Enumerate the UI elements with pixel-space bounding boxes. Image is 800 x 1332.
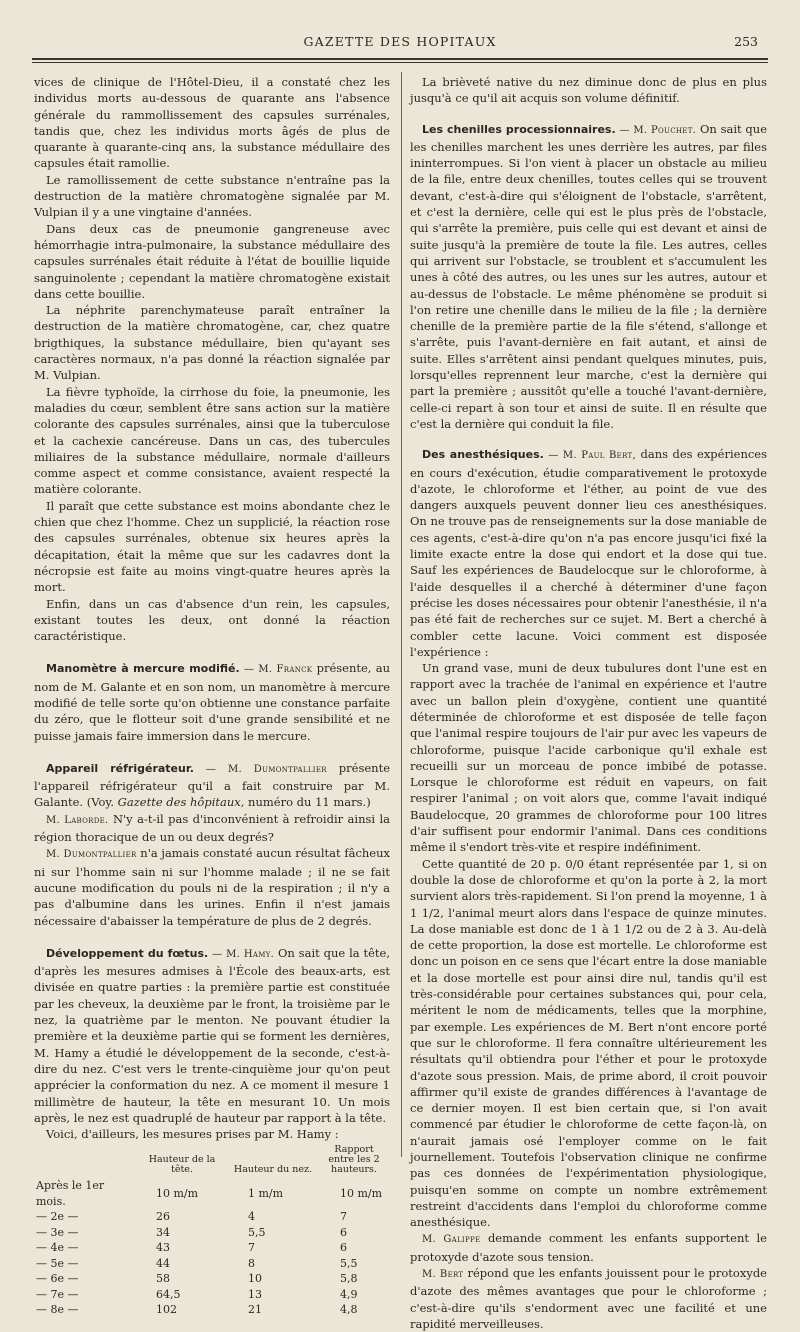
paragraph: Voici, d'ailleurs, les mesures prises par M. Hamy :: [46, 1127, 339, 1142]
cell-tete: 43: [156, 1241, 170, 1255]
header-rule-thin: [32, 62, 768, 63]
right-column: [410, 74, 767, 1332]
paragraph: Dans deux cas de pneumonie gangreneuse avec hémorrhagie intra-pulmonaire, la substance médullaire des capsules surrénales était réduite à l'état de bouillie liquide sanguinolente ; cependant la matière chromatogène existait dans cette bouillie.: [34, 221, 390, 301]
speaker-name: M. Bert: [422, 1269, 464, 1281]
journal-title: GAZETTE DES HOPITAUX: [303, 34, 497, 49]
paragraph-text: présente l'appareil réfrigérateur qu'il a fait construire par M. Galante. (Voy.: [34, 760, 391, 810]
speaker-name: M. Dumontpallier: [46, 849, 137, 861]
paragraph-text: demande comment les enfants supportent le protoxyde d'azote sous tension.: [410, 1231, 767, 1264]
cell-rapport: 5,8: [340, 1272, 358, 1286]
cell-nez: 5,5: [248, 1225, 266, 1239]
table-row: [34, 1302, 390, 1318]
cell-rapport: 7: [340, 1210, 347, 1224]
cell-nez: 10: [248, 1272, 262, 1286]
table-row: [34, 1209, 390, 1225]
cell-nez: 21: [248, 1303, 262, 1317]
section-anesthesiques: [410, 446, 767, 660]
table-row: [34, 1240, 390, 1256]
section-developpement: [34, 945, 390, 1126]
table-row: [34, 1256, 390, 1272]
table-body: [34, 1178, 390, 1318]
journal-reference: Gazette des hôpitaux,: [117, 795, 245, 810]
column-header: Hauteur de la tête.: [148, 1154, 216, 1176]
section-heading: Appareil réfrigérateur.: [46, 761, 194, 775]
table-row: [34, 1271, 390, 1287]
paragraph: La néphrite parenchymateuse paraît entraîner la destruction de la matière chromatogène, car, chez quatre brigthiques, la substance médullaire, bien qu'ayant ses caractères normaux, n'a pas donné la réaction signalée par M. Vulpian.: [34, 303, 390, 383]
cell-tete: 34: [156, 1225, 170, 1239]
section-heading: Les chenilles processionnaires.: [422, 122, 616, 136]
cell-tete: 26: [156, 1210, 170, 1224]
speaker-name: — M. Pouchet.: [619, 124, 697, 136]
row-label: — 8e —: [36, 1303, 79, 1317]
table-row: [34, 1287, 390, 1303]
speaker-name: — M. Hamy.: [212, 948, 275, 960]
page-header: [20, 34, 780, 54]
column-separator: [401, 72, 402, 1157]
row-label: Après le 1er mois.: [36, 1179, 105, 1208]
cell-rapport: 10 m/m: [340, 1187, 383, 1201]
paragraph: Enfin, dans un cas d'absence d'un rein, les capsules, existant toutes les deux, ont donné la réaction caractéristique.: [34, 596, 390, 644]
section-heading: Manomètre à mercure modifié.: [46, 662, 240, 676]
paragraph-text: On sait que la tête, d'après les mesures admises à l'École des beaux-arts, est divisée en quatre parties : la première partie est constituée par les cheveux, la deuxième par le front, la troisième par le nez, la quatrième par le menton. Ne pouvant étudier la première et la deuxième partie qui se forment les dernières, M. Hamy a étudié le développement de la seconde, c'est-à-dire du nez. C'est vers le trente-cinquième jour qu'on peut apprécier la conformation du nez. A ce moment il mesure 1 millimètre de hauteur, la tête en mesurant 10. Un mois après, le nez est quadruplé de hauteur par rapport à la tête.: [34, 945, 390, 1125]
speaker-name: — M. Franck: [243, 664, 313, 676]
cell-tete: 58: [156, 1272, 170, 1286]
cell-rapport: 6: [340, 1225, 347, 1239]
paragraph-text: répond que les enfants jouissent pour le protoxyde d'azote des mêmes avantages que pour le chloroforme ; c'est-à-dire qu'ils s'endorment avec une facilité et une rapidité merveilleuses.: [410, 1266, 767, 1331]
paragraph: La fièvre typhoïde, la cirrhose du foie, la pneumonie, les maladies du cœur, semblent être sans action sur la matière colorante des capsules surrénales, ainsi que la tuberculose et la cachexie cancéreuse. Dans un cas, des tubercules miliaires de la substance médullaire, normale d'ailleurs comme aspect et comme consistance, avaient respecté la matière colorante.: [34, 384, 390, 497]
section-manometre: [34, 660, 390, 743]
paragraph-text: numéro du 11 mars.): [244, 795, 371, 810]
cell-rapport: 6: [340, 1241, 347, 1255]
cell-tete: 102: [156, 1303, 177, 1317]
cell-tete: 64,5: [156, 1287, 181, 1301]
cell-nez: 7: [248, 1241, 255, 1255]
column-header: Hauteur du nez.: [233, 1164, 313, 1176]
speaker-name: — M. Dumontpallier: [205, 763, 327, 775]
header-rule: [32, 58, 768, 60]
row-label: — 5e —: [36, 1256, 79, 1270]
table-header-row: [34, 1145, 390, 1178]
section-chenilles: [410, 121, 767, 433]
paragraph: Cette quantité de 20 p. 0/0 étant représentée par 1, si on double la dose de chloroforme et qu'on la porte à 2, la mort survient alors très-rapidement. Si l'on prend la moyenne, 1 à 1 1/2, l'animal meurt alors dans l'espace de quinze minutes. La dose maniable est donc de 1 à 1 1/2 ou de 2 à 3. Au-delà de cette proportion, la dose est mortelle. Le chloroforme est donc un poison en ce sens que l'écart entre la dose maniable et la dose mortelle est pour ainsi dire nul, tandis qu'il est très-considérable pour certaines substances qui, pour cela, méritent le nom de médicaments, telles que la morphine, par exemple. Les expériences de M. Bert n'ont encore porté que sur le chloroforme. Il fera connaître ultérieurement les résultats qu'il obtiendra pour l'éther et pour le protoxyde d'azote sous pression. Mais, de prime abord, il croit pouvoir affirmer qu'il existe de grandes différences à l'avantage de ce dernier moyen. Il est bien certain que, si l'on avait commencé par étudier le chloroforme de cette façon-là, on n'aurait jamais osé l'employer comme on le fait journellement. Toutefois l'observation clinique ne confirme pas ces données de l'expérimentation physiologique, puisqu'en somme on compte un nombre extrêmement restreint d'accidents dans l'emploi du chloroforme comme anesthésique.: [410, 856, 767, 1230]
paragraph: [410, 1230, 767, 1265]
cell-nez: 13: [248, 1287, 262, 1301]
speaker-name: M. Galippe: [422, 1234, 481, 1246]
cell-nez: 1 m/m: [248, 1187, 284, 1201]
left-column: [34, 74, 390, 1318]
row-label: — 6e —: [36, 1272, 79, 1286]
paragraph-text: dans des expériences en cours d'exécution, étudie comparativement le protoxyde d'azote, le chloroforme et l'éther, au point de vue des dangers auxquels peuvent donner lieu ces anesthésiques. On ne trouve pas de renseignements sur la dose maniable de ces agents, c'est-à-dire qu'on n'a pas encore jusqu'ici fixé la limite exacte entre la dose qui endort et la dose qui tue. Sauf les expériences de Baudelocque sur le chloroforme, à l'aide desquelles il a cherché à déterminer d'une façon précise les doses nécessaires pour obtenir l'anesthésie, il n'a pas été fait de recherches sur ce sujet. M. Bert a cherché à combler cette lacune. Voici comment est disposée l'expérience :: [410, 447, 768, 659]
paragraph: Un grand vase, muni de deux tubulures dont l'une est en rapport avec la trachée de l'animal en expérience et l'autre avec un ballon plein d'oxygène, contient une quantité déterminée de chloroforme et est disposée de telle façon que l'animal respire toujours de l'air pur avec les vapeurs de chloroforme, puisque l'acide carbonique qu'il exhale est recueilli sur un morceau de ponce imbibé de potasse. Lorsque le chloroforme est réduit en vapeurs, on fait respirer l'animal ; on voit alors que, comme l'avait indiqué Baudelocque, 20 grammes de chloroforme pour 100 litres d'air suffisent pour endormir l'animal. Dans ces conditions même il s'endort très-vite et respire indéfiniment.: [410, 661, 767, 855]
cell-nez: 4: [248, 1210, 255, 1224]
row-label: — 4e —: [36, 1241, 79, 1255]
cell-rapport: 5,5: [340, 1256, 358, 1270]
cell-tete: 10 m/m: [156, 1187, 199, 1201]
section-heading: Des anesthésiques.: [422, 448, 544, 462]
section-appareil: [34, 760, 390, 811]
measurements-table: [34, 1145, 390, 1318]
row-label: — 7e —: [36, 1287, 79, 1301]
paragraph-text: n'a jamais constaté aucun résultat fâcheux ni sur l'homme sain ni sur l'homme malade ; il ne se fait aucune modification du pouls ni de la respiration ; il n'y a pas d'albumine dans les urines. Enfin il n'est jamais nécessaire d'abaisser la température de plus de 2 degrés.: [34, 846, 390, 928]
section-heading: Développement du fœtus.: [46, 946, 209, 960]
cell-nez: 8: [248, 1256, 255, 1270]
cell-rapport: 4,8: [340, 1303, 358, 1317]
page-number: 253: [734, 34, 758, 49]
paragraph: [34, 811, 390, 846]
paragraph: La brièveté native du nez diminue donc de plus en plus jusqu'à ce qu'il ait acquis son volume définitif.: [410, 75, 767, 106]
paragraph-text: On sait que les chenilles marchent les unes derrière les autres, par files ininterrompues. Si l'on vient à placer un obstacle au milieu de la file, entre deux chenilles, toutes celles qui se trouvent devant, c'est-à-dire qui s'éloignent de l'obstacle, s'arrêtent, et c'est la dernière, celle qui est le plus près de l'obstacle, qui s'arrête la première, puis celle qui est devant et ainsi de suite jusqu'à la première de toute la file. Les autres, celles qui arrivent sur l'obstacle, se troublent et s'accumulent les unes à côté des autres, ou les unes sur les autres, autour et au-dessus de l'obstacle. Le même phénomène se produit si l'on retire une chenille dans le milieu de la file ; la dernière chenille de la première partie de la file s'étend, s'allonge et s'arrête, puis l'avant-dernière en fait autant, et ainsi de suite. Elles s'arrêtent ainsi pendant quelques minutes, puis, lorsqu'elles reprennent leur marche, c'est la dernière qui part la première ; aussitôt qu'elle a touché l'avant-dernière, celle-ci repart à son tour et ainsi de suite. Il en résulte que c'est la dernière qui conduit la file.: [410, 121, 768, 431]
paragraph: [410, 1265, 767, 1332]
speaker-name: — M. Paul Bert,: [548, 450, 636, 462]
table-row: [34, 1178, 390, 1209]
row-label: — 2e —: [36, 1210, 79, 1224]
paragraph: [34, 845, 390, 928]
paragraph: Il paraît que cette substance est moins abondante chez le chien que chez l'homme. Chez un supplicié, la réaction rose des capsules surrénales, obtenue six heures après la décapitation, était la même que sur les cadavres dont la nécropsie est faite au moins vingt-quatre heures après la mort.: [34, 498, 390, 595]
row-label: — 3e —: [36, 1225, 79, 1239]
paragraph: Le ramollissement de cette substance n'entraîne pas la destruction de la matière chromatogène signalée par M. Vulpian il y a une vingtaine d'années.: [34, 172, 390, 220]
table-row: [34, 1225, 390, 1241]
paragraph-text: N'y a-t-il pas d'inconvénient à refroidir ainsi la région thoracique de un ou deux degrés?: [34, 811, 390, 845]
cell-rapport: 4,9: [340, 1287, 358, 1301]
paragraph: vices de clinique de l'Hôtel-Dieu, il a constaté chez les individus morts au-dessous de quarante ans l'absence générale du rammollissement des capsules surrénales, tandis que, chez les individus morts âgés de plus de quarante à quarante-cinq ans, la substance médullaire des capsules était ramollie.: [34, 75, 390, 171]
cell-tete: 44: [156, 1256, 170, 1270]
column-header: Rapport entre les 2 hauteurs.: [328, 1144, 380, 1176]
paragraph-text: présente, au nom de M. Galante et en son nom, un manomètre à mercure modifié de telle sorte qu'on obtienne une constance parfaite du zéro, que le flotteur soit d'une grande sensibilité et ne puisse jamais faire immersion dans le mercure.: [34, 661, 391, 743]
speaker-name: M. Laborde.: [46, 814, 109, 826]
